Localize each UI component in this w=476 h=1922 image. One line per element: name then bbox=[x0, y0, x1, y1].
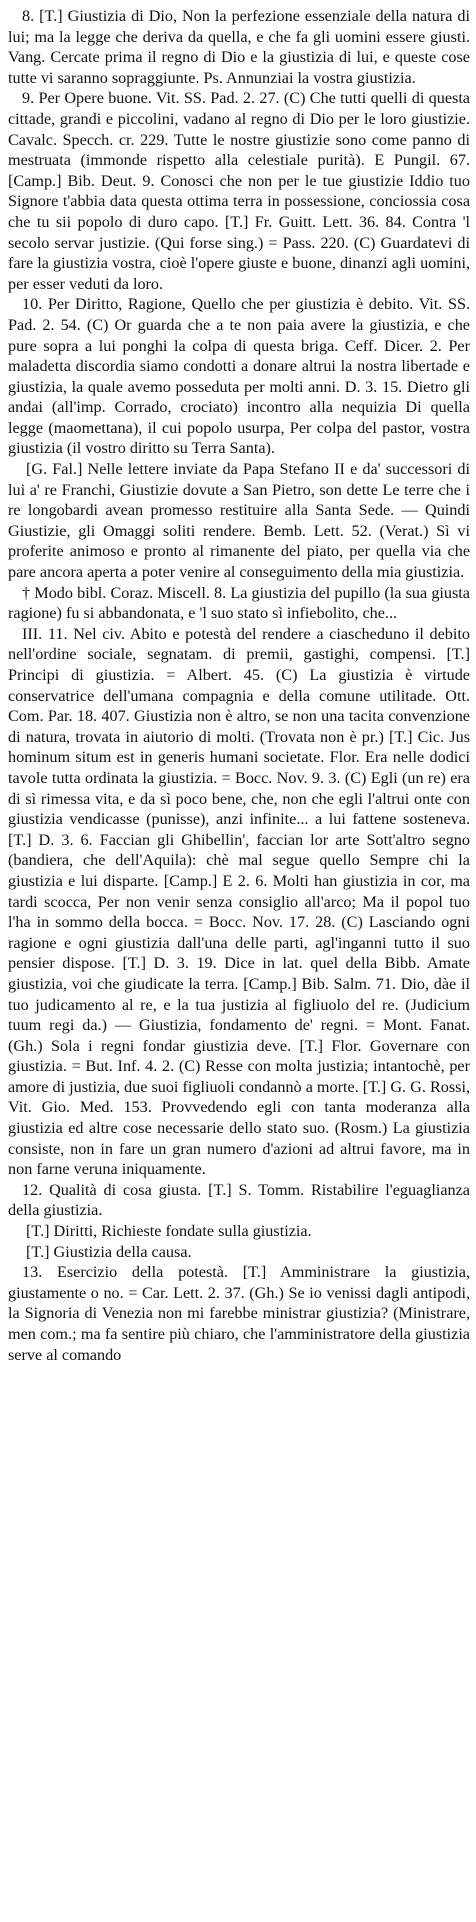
entry-paragraph-g-fal: [G. Fal.] Nelle lettere inviate da Papa Stefano II e da' successori di lui a' re Franchi, Giustizie dovute a San Pietro, son dette Le terre che i re longobardi avean promesso restituire alla Santa Sede. — Quindi Giustizie, gli Omaggi soliti rendere. Bemb. Lett. 52. (Verat.) Sì vi proferite animoso e pronto al rimanente del piato, per quella via che pare ancora aperta a poter venire al conseguimento della mia giustizia. bbox=[8, 460, 470, 582]
entry-paragraph-causa: [T.] Giustizia della causa. bbox=[26, 1242, 192, 1261]
entry-paragraph-8: 8. [T.] Giustizia di Dio, Non la perfezione essenziale della natura di lui; ma la legge che deriva da quella, e che fa gli uomini essere giusti. Vang. Cercate prima il regno di Dio e la giustizia di lui, e queste cose tutte vi saranno sopraggiunte. Ps. Annunziai la vostra giustizia. bbox=[8, 7, 470, 87]
entry-paragraph-diritti: [T.] Diritti, Richieste fondate sulla giustizia. bbox=[26, 1222, 312, 1241]
entry-paragraph-modo-bibl: † Modo bibl. Coraz. Miscell. 8. La giustizia del pupillo (la sua giusta ragione) fu si abbandonata, e 'l suo stato sì infiebolito, che... bbox=[8, 583, 470, 623]
entry-paragraph-10: 10. Per Diritto, Ragione, Quello che per giustizia è debito. Vit. SS. Pad. 2. 54. (C) Or guarda che a te non paia avere la giustizia, e che pure sopra a lui ponghi la colpa di questa briga. Ceff. Dicer. 2. Per maladetta discordia siamo condotti a donare altrui la nostra libertade e giustizia, la quale avemo posseduta per molti anni. D. 3. 15. Dietro gli andai (all'imp. Corrado, crociato) incontro alla nequizia Di quella legge (maomettana), il cui popolo usurpa, Per colpa del pastor, vostra giustizia (il vostro diritto su Terra Santa). bbox=[8, 295, 470, 458]
entry-paragraph-13: 13. Esercizio della potestà. [T.] Amministrare la giustizia, giustamente o no. = Car. Lett. 2. 37. (Gh.) Se io venissi dagli antipodi, la Signoria di Venezia non mi farebbe ministrar giustizia? (Ministrare, men com.; ma fa sentire più chiaro, che l'amministratore della giustizia serve al comando bbox=[8, 1263, 470, 1364]
entry-paragraph-9: 9. Per Opere buone. Vit. SS. Pad. 2. 27. (C) Che tutti quelli di questa cittade, grandi e piccolini, vadano al regno di Dio per le loro giustizie. Cavalc. Specch. cr. 229. Tutte le nostre giustizie sono come panno di mestruata (immonde rispetto alla celestiale purità). E Pungil. 67. [Camp.] Bib. Deut. 9. Conosci che non per le tue giustizie Iddio tuo Signore t'abbia data questa ottima terra in possessione, conciossia cosa che tu sii popolo di duro capo. [T.] Fr. Guitt. Lett. 36. 84. Contra 'l secolo servar justizie. (Qui forse sing.) = Pass. 220. (C) Guardatevi di fare la giustizia vostra, cioè l'opere giuste e buone, dinanzi agli uomini, per esser veduti da loro. bbox=[8, 89, 470, 293]
entry-paragraph-12: 12. Qualità di cosa giusta. [T.] S. Tomm. Ristabilire l'eguaglianza della giustizia. bbox=[8, 1180, 470, 1220]
entry-paragraph-11: III. 11. Nel civ. Abito e potestà del rendere a ciascheduno il debito nell'ordine sociale, segnatam. di premii, gastighi, compensi. [T.] Principi di giustizia. = Albert. 45. (C) La giustizia è virtude conservatrice dell'umana compagnia e della comune utilitade. Ott. Com. Par. 18. 407. Giustizia non è altro, se non una tacita convenzione di natura, trovata in aiutorio di molti. (Trovata non è pr.) [T.] Cic. Jus hominum situm est in generis humani societate. Flor. Era nelle dodici tavole tutta ordinata la giustizia. = Bocc. Nov. 9. 3. (C) Egli (un re) era di sì rimessa vita, e da sì poco bene, che, non che egli l'altrui onte con giustizia vendicasse (punisse), anzi infinite... a lui fattene sosteneva. [T.] D. 3. 6. Faccian gli Ghibellin', faccian lor arte Sott'altro segno (bandiera, che dell'Aquila): chè mal segue quello Sempre chi la giustizia e lui disparte. [Camp.] E 2. 6. Molti han giustizia in cor, ma tardi scocca, Per non venir senza consiglio all'arco; Ma il popol tuo l'ha in sommo della bocca. = Bocc. Nov. 17. 28. (C) Lasciando ogni ragione e ogni giustizia dall'una delle parti, agl'inganni tutto il suo pensier dispose. [T.] D. 3. 19. Dice in lat. quel della Bibb. Amate giustizia, voi che giudicate la terra. [Camp.] Bib. Salm. 71. Dio, dàe il tuo judicamento al re, e la tua justizia al figliuolo del re. (Judicium tuum regi da.) — Giustizia, fondamento de' regni. = Mont. Fanat. (Gh.) Sola i regni fondar giustizia deve. [T.] Flor. Governare con giustizia. = But. Inf. 4. 2. (C) Resse con molta justizia; intantochè, per amore di justizia, due suoi figliuoli condannò a morte. [T.] G. G. Rossi, Vit. Gio. Med. 153. Provvedendo egli con tanta moderanza alla giustizia ed altre cose necessarie dello stato suo. (Rosm.) La giustizia consiste, non in fare un gran numero d'azioni ad altrui favore, ma in non farne veruna iniquamente. bbox=[8, 624, 470, 1179]
